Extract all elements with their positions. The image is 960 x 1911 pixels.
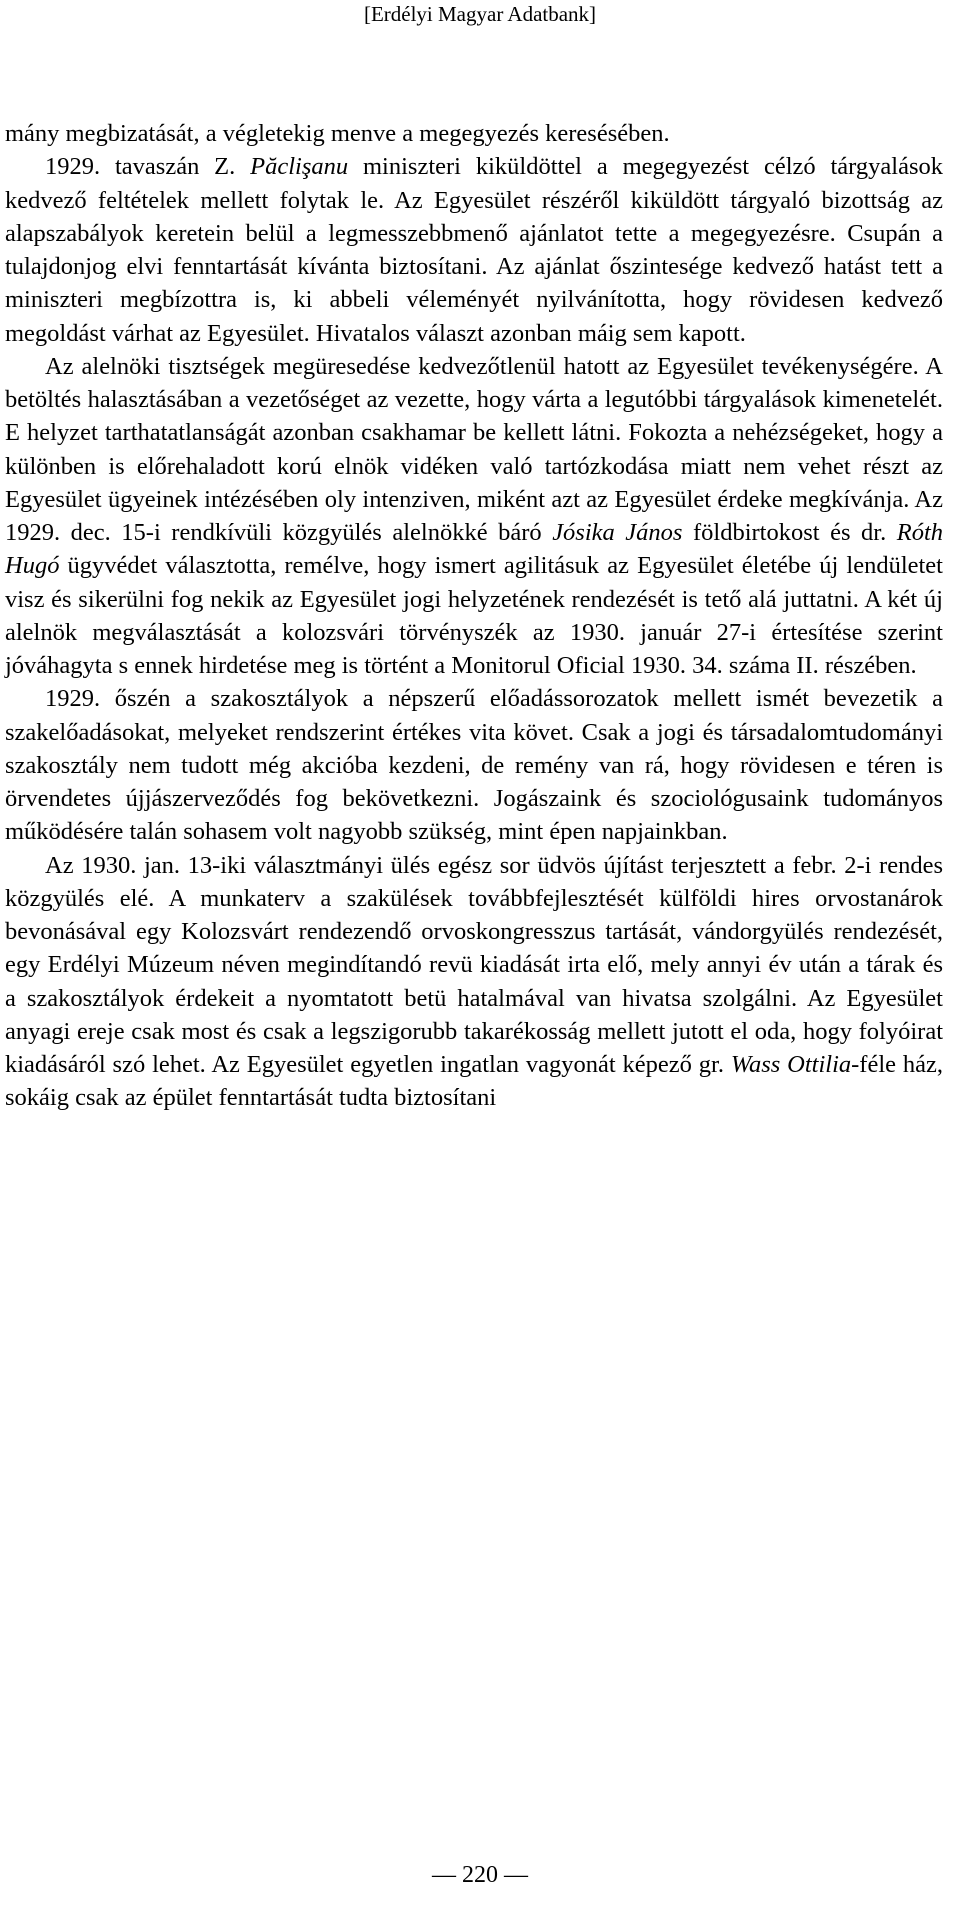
paragraph [5, 682, 943, 848]
paragraph-text: 1929. tavaszán Z. [45, 153, 251, 181]
paragraph [5, 350, 943, 683]
paragraph-text: -féle ház, sokáig csak az épület fenntartását tudta biztosítani [5, 1051, 944, 1112]
paragraph-text: 1929. őszén a szakosztályok a népszerű előadássorozatok mellett ismét bevezetik a szakelőadásokat, melyeket rendszerint értékes vita követ. Csak a jogi és társadalomtudományi szakosztály nem tudott még akcióba kezdeni, de remény van rá, hogy rövidesen e téren is örvendetes újjászerveződés fog bekövetkezni. Jogászaink és szociológusaink tudományos működésére talán sohasem volt nagyobb szükség, mint épen napjainkban. [5, 685, 943, 846]
paragraph-text: földbirtokost és dr. [682, 519, 897, 546]
paragraph-text: miniszteri kiküldöttel a megegyezést célzó tárgyalások kedvező feltételek mellett folytak le. Az Egyesület részéről kiküldött tárgyaló bizottság az alapszabályok keretein belül a legmesszebbmenő ajánlatot tette a megegyezésre. Csupán a tulajdonjog elvi fenntartását kívánta biztosítani. Az ajánlat őszintesége kedvező hatást tett a miniszteri megbízottra is, ki abbeli véleményét nyilvánította, hogy rövidesen kedvező megoldást várhat az Egyesület. Hivatalos választ azonban máig sem kapott. [5, 153, 943, 347]
page-header [0, 0, 960, 28]
page-footer [0, 1860, 960, 1890]
header-title: [Erdélyi Magyar Adatbank] [363, 2, 597, 26]
paragraph [5, 117, 943, 150]
italic-name: Păclişanu [250, 153, 349, 181]
italic-name: Wass Ottilia [730, 1051, 852, 1078]
italic-name: Róth Hugó [5, 519, 944, 580]
article-body [5, 117, 943, 1115]
paragraph-text: Az alelnöki tisztségek megüresedése kedvezőtlenül hatott az Egyesület tevékenységére. A betöltés halasztásában a vezetőséget az vezette, hogy várta a legutóbbi tárgyalások kimenetelét. E helyzet tarthatatlanságát azonban csakhamar be kellett látni. Fokozta a nehézségeket, hogy a különben is előrehaladott korú elnök vidéken való tartózkodása miatt nem vehet részt az Egyesület ügyeinek intézésében oly intenziven, miként azt az Egyesület érdeke megkívánja. Az 1929. dec. 15-i rendkívüli közgyülés alelnökké báró [5, 352, 943, 546]
paragraph [5, 150, 943, 350]
italic-name: Jósika János [552, 519, 683, 546]
paragraph-text: Az 1930. jan. 13-iki választmányi ülés egész sor üdvös újítást terjesztett a febr. 2-i rendes közgyülés elé. A munkaterv a szakülések továbbfejlesztését külföldi hires orvostanárok bevonásával egy Kolozsvárt rendezendő orvoskongresszus tartását, vándorgyülés rendezését, egy Erdélyi Múzeum néven megindítandó revü kiadását irta elő, mely annyi év után a tárak és a szakosztályok érdekeit a nyomtatott betü hatalmával van hivatsa szolgálni. Az Egyesület anyagi ereje csak most és csak a legszigorubb takarékosság mellett jutott el oda, hogy folyóirat kiadásáról szó lehet. Az Egyesület egyetlen ingatlan vagyonát képező gr. [5, 851, 943, 1078]
paragraph [5, 849, 943, 1115]
page-number: — 220 — [432, 1862, 528, 1888]
paragraph-text: ügyvédet választotta, remélve, hogy ismert agilitásuk az Egyesület életébe új lendületet visz és sikerülni fog nekik az Egyesület jogi helyzetének rendezését is tető alá juttatni. A két új alelnök megválasztását a kolozsvári törvényszék az 1930. január 27-i értesítése szerint jóváhagyta s ennek hirdetése meg is történt a Monitorul Oficial 1930. 34. száma II. részében. [5, 552, 943, 679]
paragraph-text: mány megbizatását, a végletekig menve a megegyezés keresésében. [5, 120, 670, 147]
